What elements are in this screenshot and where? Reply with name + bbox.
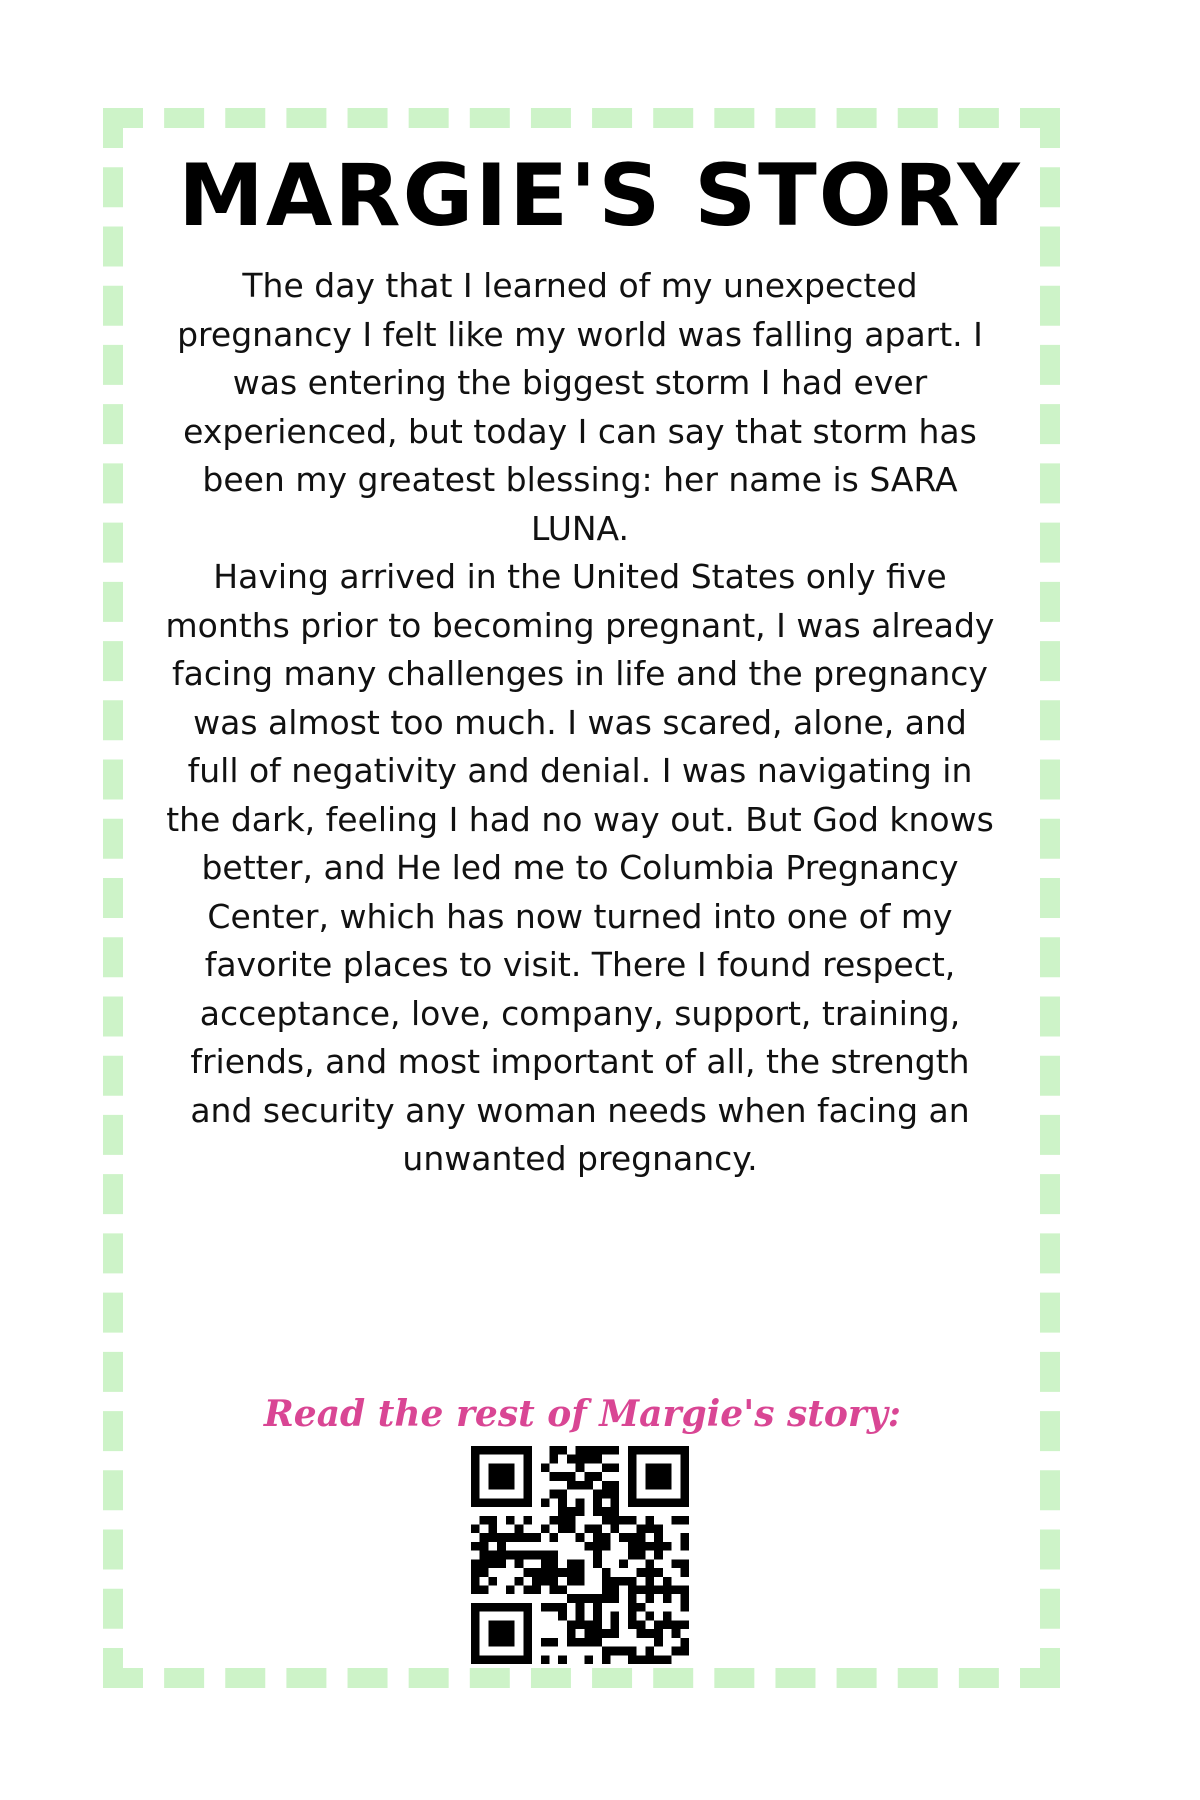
story-paragraph: The day that I learned of my unexpected pregnancy I felt like my world was falling apart. I was entering the biggest storm I had ever experienced, but today I can say that storm has been my greatest blessing: her name is SARA LUNA. bbox=[177, 266, 983, 548]
story-body bbox=[165, 262, 995, 1184]
story-paragraph: Having arrived in the United States only five months prior to becoming pregnant, I was already facing many challenges in life and the pregnancy was almost too much. I was scared, alone, and full of negativity and denial. I was navigating in the dark, feeling I had no way out. But God knows better, and He led me to Columbia Pregnancy Center, which has now turned into one of my favorite places to visit. There I found respect, acceptance, love, company, support, training, friends, and most important of all, the strength and security any woman needs when facing an unwanted pregnancy. bbox=[165, 557, 995, 1178]
read-more-prompt: Read the rest of Margie's story: bbox=[263, 1393, 902, 1435]
page-title: MARGIE'S STORY bbox=[178, 146, 1022, 246]
qr-code-icon[interactable] bbox=[471, 1446, 689, 1664]
